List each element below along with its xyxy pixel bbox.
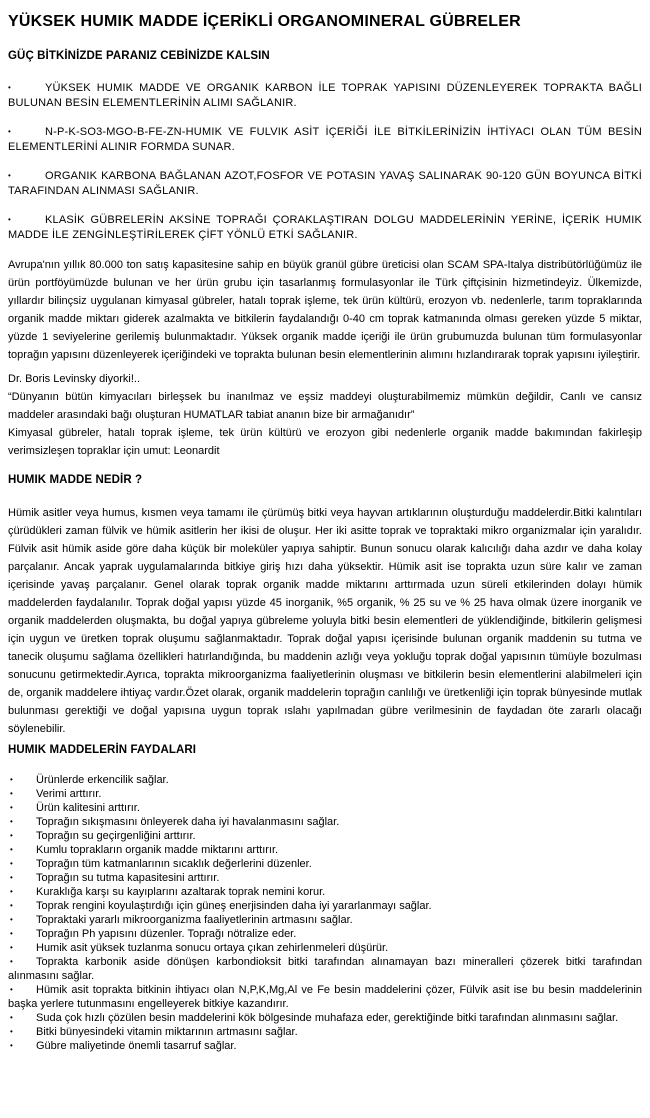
benefit-item-text: Bitki bünyesindeki vitamin miktarının artmasını sağlar.	[36, 1026, 298, 1038]
bullet-glyph: •	[10, 845, 13, 854]
benefit-item	[8, 927, 642, 941]
benefit-item-text: Toprağın tüm katmanlarının sıcaklık değerlerini düzenler.	[36, 858, 312, 870]
section-heading-faydalari: HUMIK MADDELERİN FAYDALARI	[8, 744, 197, 756]
bullet-glyph: •	[8, 83, 12, 92]
bullet-glyph: •	[10, 901, 13, 910]
intro-bullet-1	[8, 80, 642, 111]
bullet-glyph: •	[10, 985, 13, 994]
intro-bullet-text: YÜKSEK HUMIK MADDE VE ORGANIK KARBON İLE TOPRAK YAPISINI DÜZENLEYEREK TOPRAKTA BAĞLI BULUNAN BESİN ELEMENTLERİNİN ALIMI SAĞLANIR.	[8, 82, 642, 109]
benefit-item	[8, 885, 642, 899]
benefit-item	[8, 801, 642, 815]
bullet-glyph: •	[10, 887, 13, 896]
benefit-item-text: Toprağın su tutma kapasitesini arttırır.	[36, 872, 220, 884]
benefit-item	[8, 787, 642, 801]
bullet-glyph: •	[10, 775, 13, 784]
intro-bullet-4	[8, 212, 642, 243]
benefit-item-text: Ürünlerde erkencilik sağlar.	[36, 774, 169, 786]
benefit-item	[8, 1025, 642, 1039]
bullet-glyph: •	[10, 1041, 13, 1050]
bullet-glyph: •	[10, 1027, 13, 1036]
bullet-glyph: •	[10, 859, 13, 868]
bullet-glyph: •	[10, 803, 13, 812]
benefit-item-text: Hümik asit toprakta bitkinin ihtiyacı olan N,P,K,Mg,Al ve Fe besin maddelerini çözer, Fülvik asit ise bu besin maddelerinin başka yerlere tutunmasını engelleyerek bitkiye kazandırır.	[8, 984, 642, 1010]
page-subtitle: GÜÇ BİTKİNİZDE PARANIZ CEBİNİZDE KALSIN	[8, 50, 270, 62]
bullet-glyph: •	[10, 817, 13, 826]
benefit-item	[8, 829, 642, 843]
benefit-item	[8, 899, 642, 913]
bullet-glyph: •	[8, 127, 12, 136]
benefit-item-text: Topraktaki yararlı mikroorganizma faaliyetlerinin artmasını sağlar.	[36, 914, 353, 926]
benefit-item	[8, 857, 642, 871]
intro-bullet-2	[8, 124, 642, 155]
benefit-item-text: Ürün kalitesini arttırır.	[36, 802, 140, 814]
benefit-item	[8, 871, 642, 885]
intro-bullet-text: ORGANIK KARBONA BAĞLANAN AZOT,FOSFOR VE POTASIN YAVAŞ SALINARAK 90-120 GÜN BOYUNCA BİTKİ TARAFINDAN ALINMASI SAĞLANIR.	[8, 170, 642, 197]
bullet-glyph: •	[10, 957, 13, 966]
benefit-item-text: Toprağın sıkışmasını önleyerek daha iyi havalanmasını sağlar.	[36, 816, 340, 828]
bullet-glyph: •	[10, 929, 13, 938]
benefit-item	[8, 941, 642, 955]
benefit-item-text: Kumlu toprakların organik madde miktarını arttırır.	[36, 844, 279, 856]
bullet-glyph: •	[10, 873, 13, 882]
section-heading-humik-madde-nedir: HUMIK MADDE NEDİR ?	[8, 474, 143, 486]
intro-bullet-text: KLASİK GÜBRELERİN AKSİNE TOPRAĞI ÇORAKLAŞTIRAN DOLGU MADDELERİNİN YERİNE, İÇERİK HUMIK MADDE İLE ZENGİNLEŞTİRİLEREK ÇİFT YÖNLÜ ETKİ SAĞLANIR.	[8, 214, 642, 241]
bullet-glyph: •	[10, 943, 13, 952]
benefits-list	[8, 773, 642, 1053]
quote-block	[8, 370, 642, 460]
benefit-item-text: Toprağın su geçirgenliğini arttırır.	[36, 830, 196, 842]
benefit-item	[8, 843, 642, 857]
quote-text: “Dünyanın bütün kimyacıları birleşsek bu inanılmaz ve eşsiz maddeyi oluşturabilmemiz mümkün değildir, Canlı ve cansız maddeler arasındaki bağı oluşturan HUMATLAR tabiat ananın bize bir armağanıdır”	[8, 391, 642, 421]
benefit-item	[8, 913, 642, 927]
intro-bullet-text: N-P-K-SO3-MGO-B-FE-ZN-HUMIK VE FULVIK ASİT İÇERİĞİ İLE BİTKİLERİNİZİN İHTİYACI OLAN TÜM BESİN ELEMENTLERİNİ ALINIR FORMDA SUNAR.	[8, 126, 642, 153]
benefit-item	[8, 1011, 642, 1025]
what-is-paragraph: Hümik asitler veya humus, kısmen veya tamamı ile çürümüş bitki veya hayvan artıklarının oluşturduğu maddelerdir.Bitki kalıntıları çürüdükleri zaman fülvik ve hümik asitlerin her ikisi de oluşur. Her iki asitte toprak ve topraktaki mikro organizmalar için yaralıdır. Fülvik asit hümik aside göre daha küçük bir moleküler yapıya sahiptir. Bunun sonucu olarak kalıcılığı daha azdır ve daha kolay parçalanır. Ancak yaprak uygulamalarında bitkiye giriş hızı daha yüksektir. Hümik asit ise toprakta uzun süre kalır ve zaman içerisinde yavaş parçalanır. Genel olarak toprak organik madde miktarını arttırmada uzun süreli etkilerinden dolayı hümik maddelerden faydalanılır. Toprak doğal yapısı yüzde 45 inorganik, %5 organik, % 25 su ve % 25 hava olmak üzere inorganik ve organik maddelerden oluşmakta, bu doğal yapıya gübreleme yoluyla bitki besin elementleri de yüklendiğinde, bitkilerin gelişmesi için uygun ve üretken toprak oluşumu sağlanmaktadır. Toprak doğal yapısı içerisinde bulunan organik maddenin su tutma ve tanecik oluşumu sağlama özellikleri hatırlandığında, bu maddenin azlığı veya yokluğu toprak doğal yapısının tümüyle bozulması sonucunu getirmektedir.Ayrıca, toprakta mikroorganizma faaliyetlerinin oluşması ve bitkilerin besin elementlerini alabilmeleri için de, organik maddelere ihtiyaç vardır.Özet olarak, organik maddelerin toprağın canlılığı ve üretkenliği için toprak bünyesinde mutlak bulunması gerektiği ve doğal yapısına uygun toprak ıslahı yapılmadan gübre verilmesinin de faydadan öte zararlı olacağı söylenebilir.	[8, 507, 642, 735]
intro-paragraph: Avrupa'nın yıllık 80.000 ton satış kapasitesine sahip en büyük granül gübre üreticisi olan SCAM SPA-Italya distribütörlüğümüz ile ürün portföyümüzde bulunan ve her ürün grubu için tasarlanmış formulasyonlar ile Türk çiftçisinin hizmetindeyiz. Ülkemizde, yıllardır bilinçsiz uygulanan kimyasal gübreler, hatalı toprak işleme, tek ürün kültürü, erozyon vb. nedenlerle, tarım topraklarında organik madde miktarı giderek azalmakta ve bitkilerin faydalandığı 0-40 cm toprak katmanında olması gereken yüzde 5 miktar, yüzde 1 seviyelerine gerilemiş bulunmaktadır. Yüksek organik madde içeriği ile ürün grubumuzda bulunan tüm formulasyonlar toprağın yapısını düzenleyerek içeriğindeki ve toprakta bulunan besin elementlerinin alımını hızlandırarak toprak yapısını iyileştirir.	[8, 259, 642, 361]
benefit-item-text: Suda çok hızlı çözülen besin maddelerini kök bölgesinde muhafaza eder, gerektiğinde bitki tarafından alınmasını sağlar.	[36, 1012, 619, 1024]
bullet-glyph: •	[10, 1013, 13, 1022]
benefit-item-text: Toprakta karbonik aside dönüşen karbondioksit bitki tarafından alınamayan bazı mineralleri çözerek bitki tarafından alınmasını sağlar.	[8, 956, 642, 982]
benefit-item-text: Humik asit yüksek tuzlanma sonucu ortaya çıkan zehirlenmeleri düşürür.	[36, 942, 389, 954]
benefit-item-text: Toprak rengini koyulaştırdığı için güneş enerjisinden daha iyi yararlanmayı sağlar.	[36, 900, 432, 912]
bullet-glyph: •	[8, 171, 12, 180]
quote-attribution: Dr. Boris Levinsky diyorki!..	[8, 373, 141, 385]
page-title: YÜKSEK HUMIK MADDE İÇERİKLİ ORGANOMINERAL GÜBRELER	[8, 13, 521, 30]
bullet-glyph: •	[10, 789, 13, 798]
bullet-glyph: •	[10, 831, 13, 840]
benefit-item-text: Verimi arttırır.	[36, 788, 102, 800]
benefit-item	[8, 773, 642, 787]
benefit-item-text: Gübre maliyetinde önemli tasarruf sağlar.	[36, 1040, 237, 1052]
bullet-glyph: •	[10, 915, 13, 924]
quote-closing: Kimyasal gübreler, hatalı toprak işleme, tek ürün kültürü ve erozyon gibi nedenlerle organik madde bakımından fakirleşip verimsizleşen topraklar için umut: Leonardit	[8, 427, 642, 457]
intro-bullet-3	[8, 168, 642, 199]
benefit-item-text: Kuraklığa karşı su kayıplarını azaltarak toprak nemini korur.	[36, 886, 326, 898]
benefit-item	[8, 983, 642, 1011]
benefit-item	[8, 955, 642, 983]
bullet-glyph: •	[8, 215, 12, 224]
benefit-item	[8, 815, 642, 829]
benefit-item	[8, 1039, 642, 1053]
benefit-item-text: Toprağın Ph yapısını düzenler. Toprağı nötralize eder.	[36, 928, 297, 940]
